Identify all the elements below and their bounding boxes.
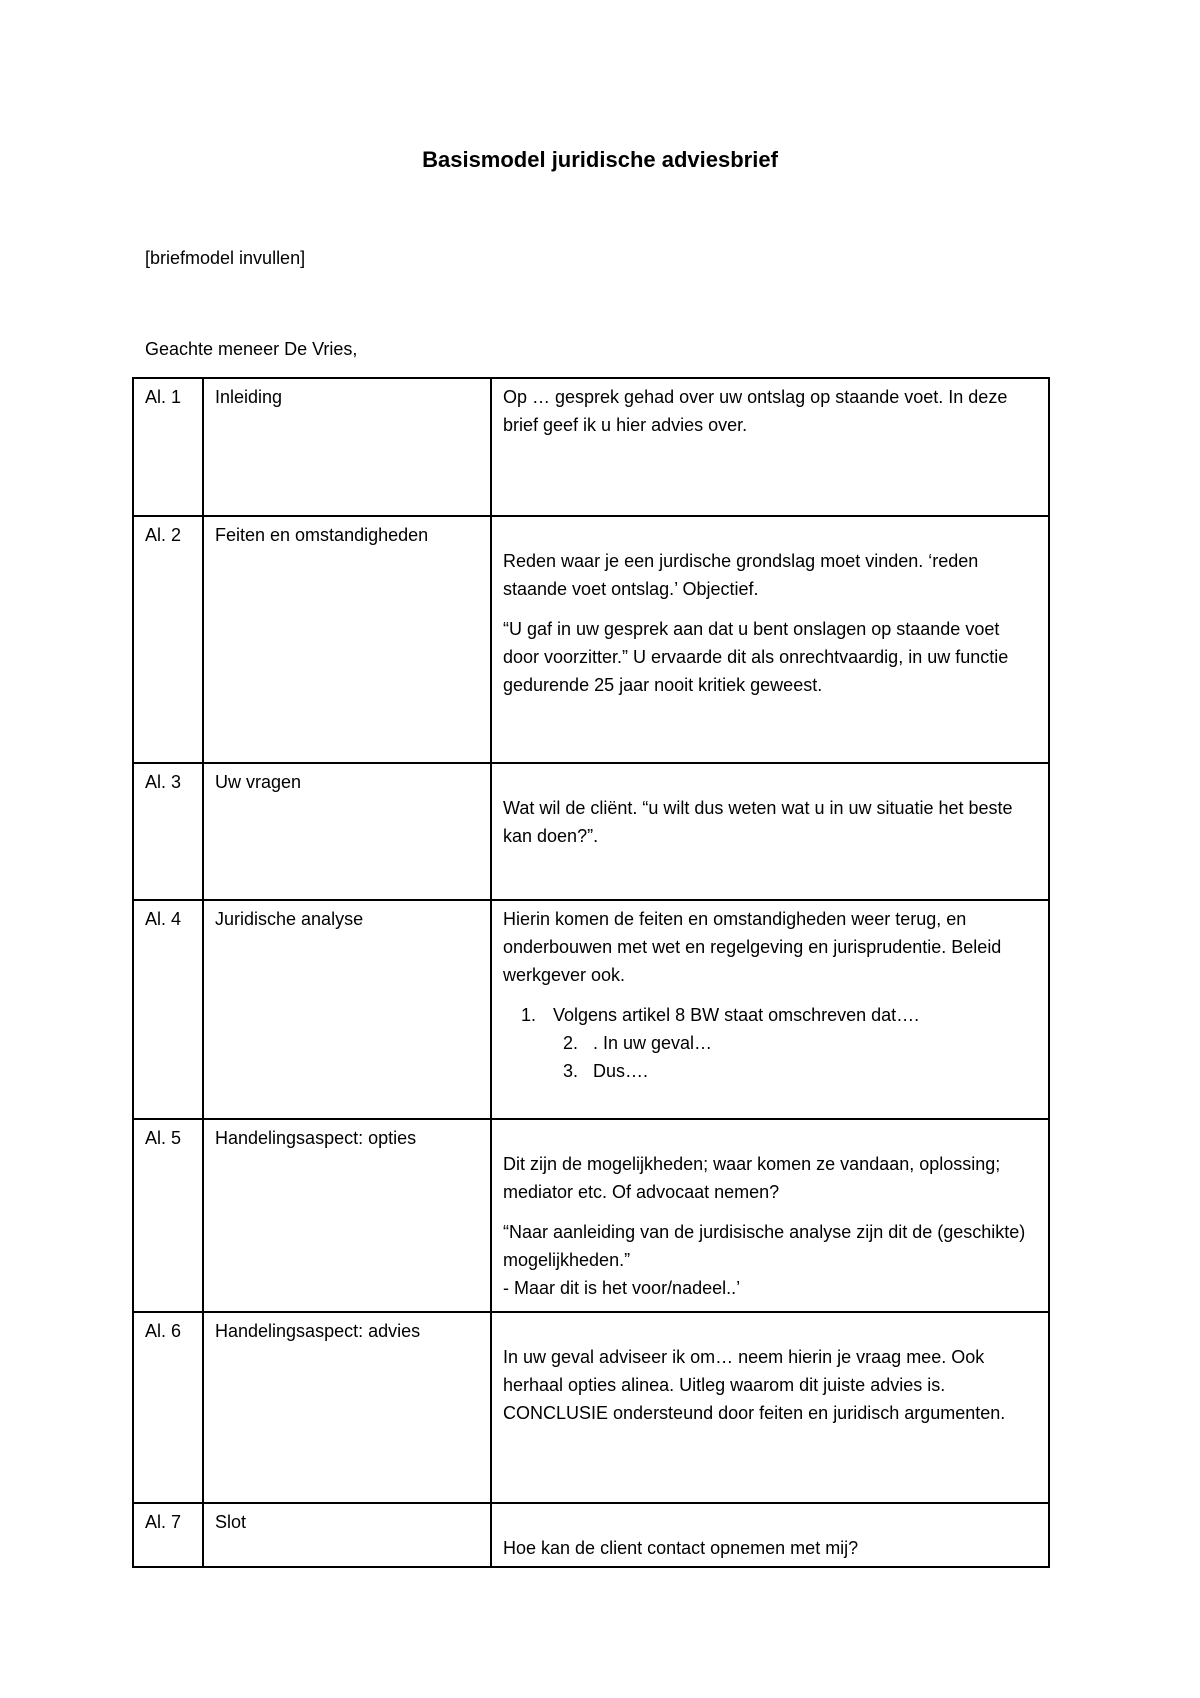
content-paragraph: In uw geval adviseer ik om… neem hierin je vraag mee. Ook herhaal opties alinea. Uitleg waarom dit juiste advies is. CONCLUSIE ondersteund door feiten en juridisch argumenten. <box>503 1347 1006 1423</box>
paragraph-number: Al. 7 <box>133 1503 203 1567</box>
section-content <box>491 1503 1049 1567</box>
content-paragraph: Op … gesprek gehad over uw ontslag op staande voet. In deze brief geef ik u hier advies over. <box>503 387 1008 435</box>
paragraph-number: Al. 3 <box>133 763 203 900</box>
table-row <box>133 1119 1049 1312</box>
list-text: Dus…. <box>593 1061 649 1081</box>
table-row <box>133 1312 1049 1503</box>
paragraph-number: Al. 5 <box>133 1119 203 1312</box>
section-content <box>491 1312 1049 1503</box>
intro-note: [briefmodel invullen] <box>145 248 306 268</box>
salutation: Geachte meneer De Vries, <box>145 339 358 359</box>
section-name: Uw vragen <box>203 763 491 900</box>
content-paragraph: Hierin komen de feiten en omstandigheden weer terug, en onderbouwen met wet en regelgeving en jurisprudentie. Beleid werkgever ook. <box>503 909 1002 985</box>
section-name: Feiten en omstandigheden <box>203 516 491 763</box>
list-number: 3. <box>563 1061 579 1081</box>
section-content <box>491 516 1049 763</box>
list-item <box>503 1029 1038 1057</box>
list-item: 1. Volgens artikel 8 BW staat omschreven dat…. <box>541 1001 1038 1029</box>
table-row <box>133 378 1049 516</box>
section-name: Inleiding <box>203 378 491 516</box>
list-number: 2. <box>563 1033 579 1053</box>
content-paragraph: Reden waar je een jurdische grondslag moet vinden. ‘reden staande voet ontslag.’ Objectief. <box>503 551 979 599</box>
letter-structure-table <box>132 377 1050 1568</box>
list-text: . In uw geval… <box>593 1033 713 1053</box>
section-name: Juridische analyse <box>203 900 491 1119</box>
document-title: Basismodel juridische adviesbrief <box>422 147 778 172</box>
table-row <box>133 763 1049 900</box>
table-row <box>133 1503 1049 1567</box>
paragraph-number: Al. 6 <box>133 1312 203 1503</box>
paragraph-number: Al. 1 <box>133 378 203 516</box>
table-row <box>133 900 1049 1119</box>
section-name: Slot <box>203 1503 491 1567</box>
content-paragraph: Hoe kan de client contact opnemen met mij? <box>503 1538 859 1558</box>
content-paragraph: “U gaf in uw gesprek aan dat u bent onslagen op staande voet door voorzitter.” U ervaarde dit als onrechtvaardig, in uw functie gedurende 25 jaar nooit kritiek geweest. <box>503 619 1009 695</box>
section-content <box>491 1119 1049 1312</box>
table-row <box>133 516 1049 763</box>
section-content <box>491 763 1049 900</box>
section-content <box>491 900 1049 1119</box>
section-content <box>491 378 1049 516</box>
analysis-list <box>503 1001 1038 1029</box>
paragraph-number: Al. 4 <box>133 900 203 1119</box>
section-name: Handelingsaspect: opties <box>203 1119 491 1312</box>
section-name: Handelingsaspect: advies <box>203 1312 491 1503</box>
content-paragraph: Wat wil de cliënt. “u wilt dus weten wat u in uw situatie het beste kan doen?”. <box>503 798 1013 846</box>
content-paragraph: - Maar dit is het voor/nadeel..’ <box>503 1278 741 1298</box>
paragraph-number: Al. 2 <box>133 516 203 763</box>
list-item <box>503 1057 1038 1085</box>
content-paragraph: “Naar aanleiding van de jurdisische analyse zijn dit de (geschikte) mogelijkheden.” <box>503 1222 1026 1270</box>
content-paragraph: Dit zijn de mogelijkheden; waar komen ze vandaan, oplossing; mediator etc. Of advocaat nemen? <box>503 1154 1001 1202</box>
